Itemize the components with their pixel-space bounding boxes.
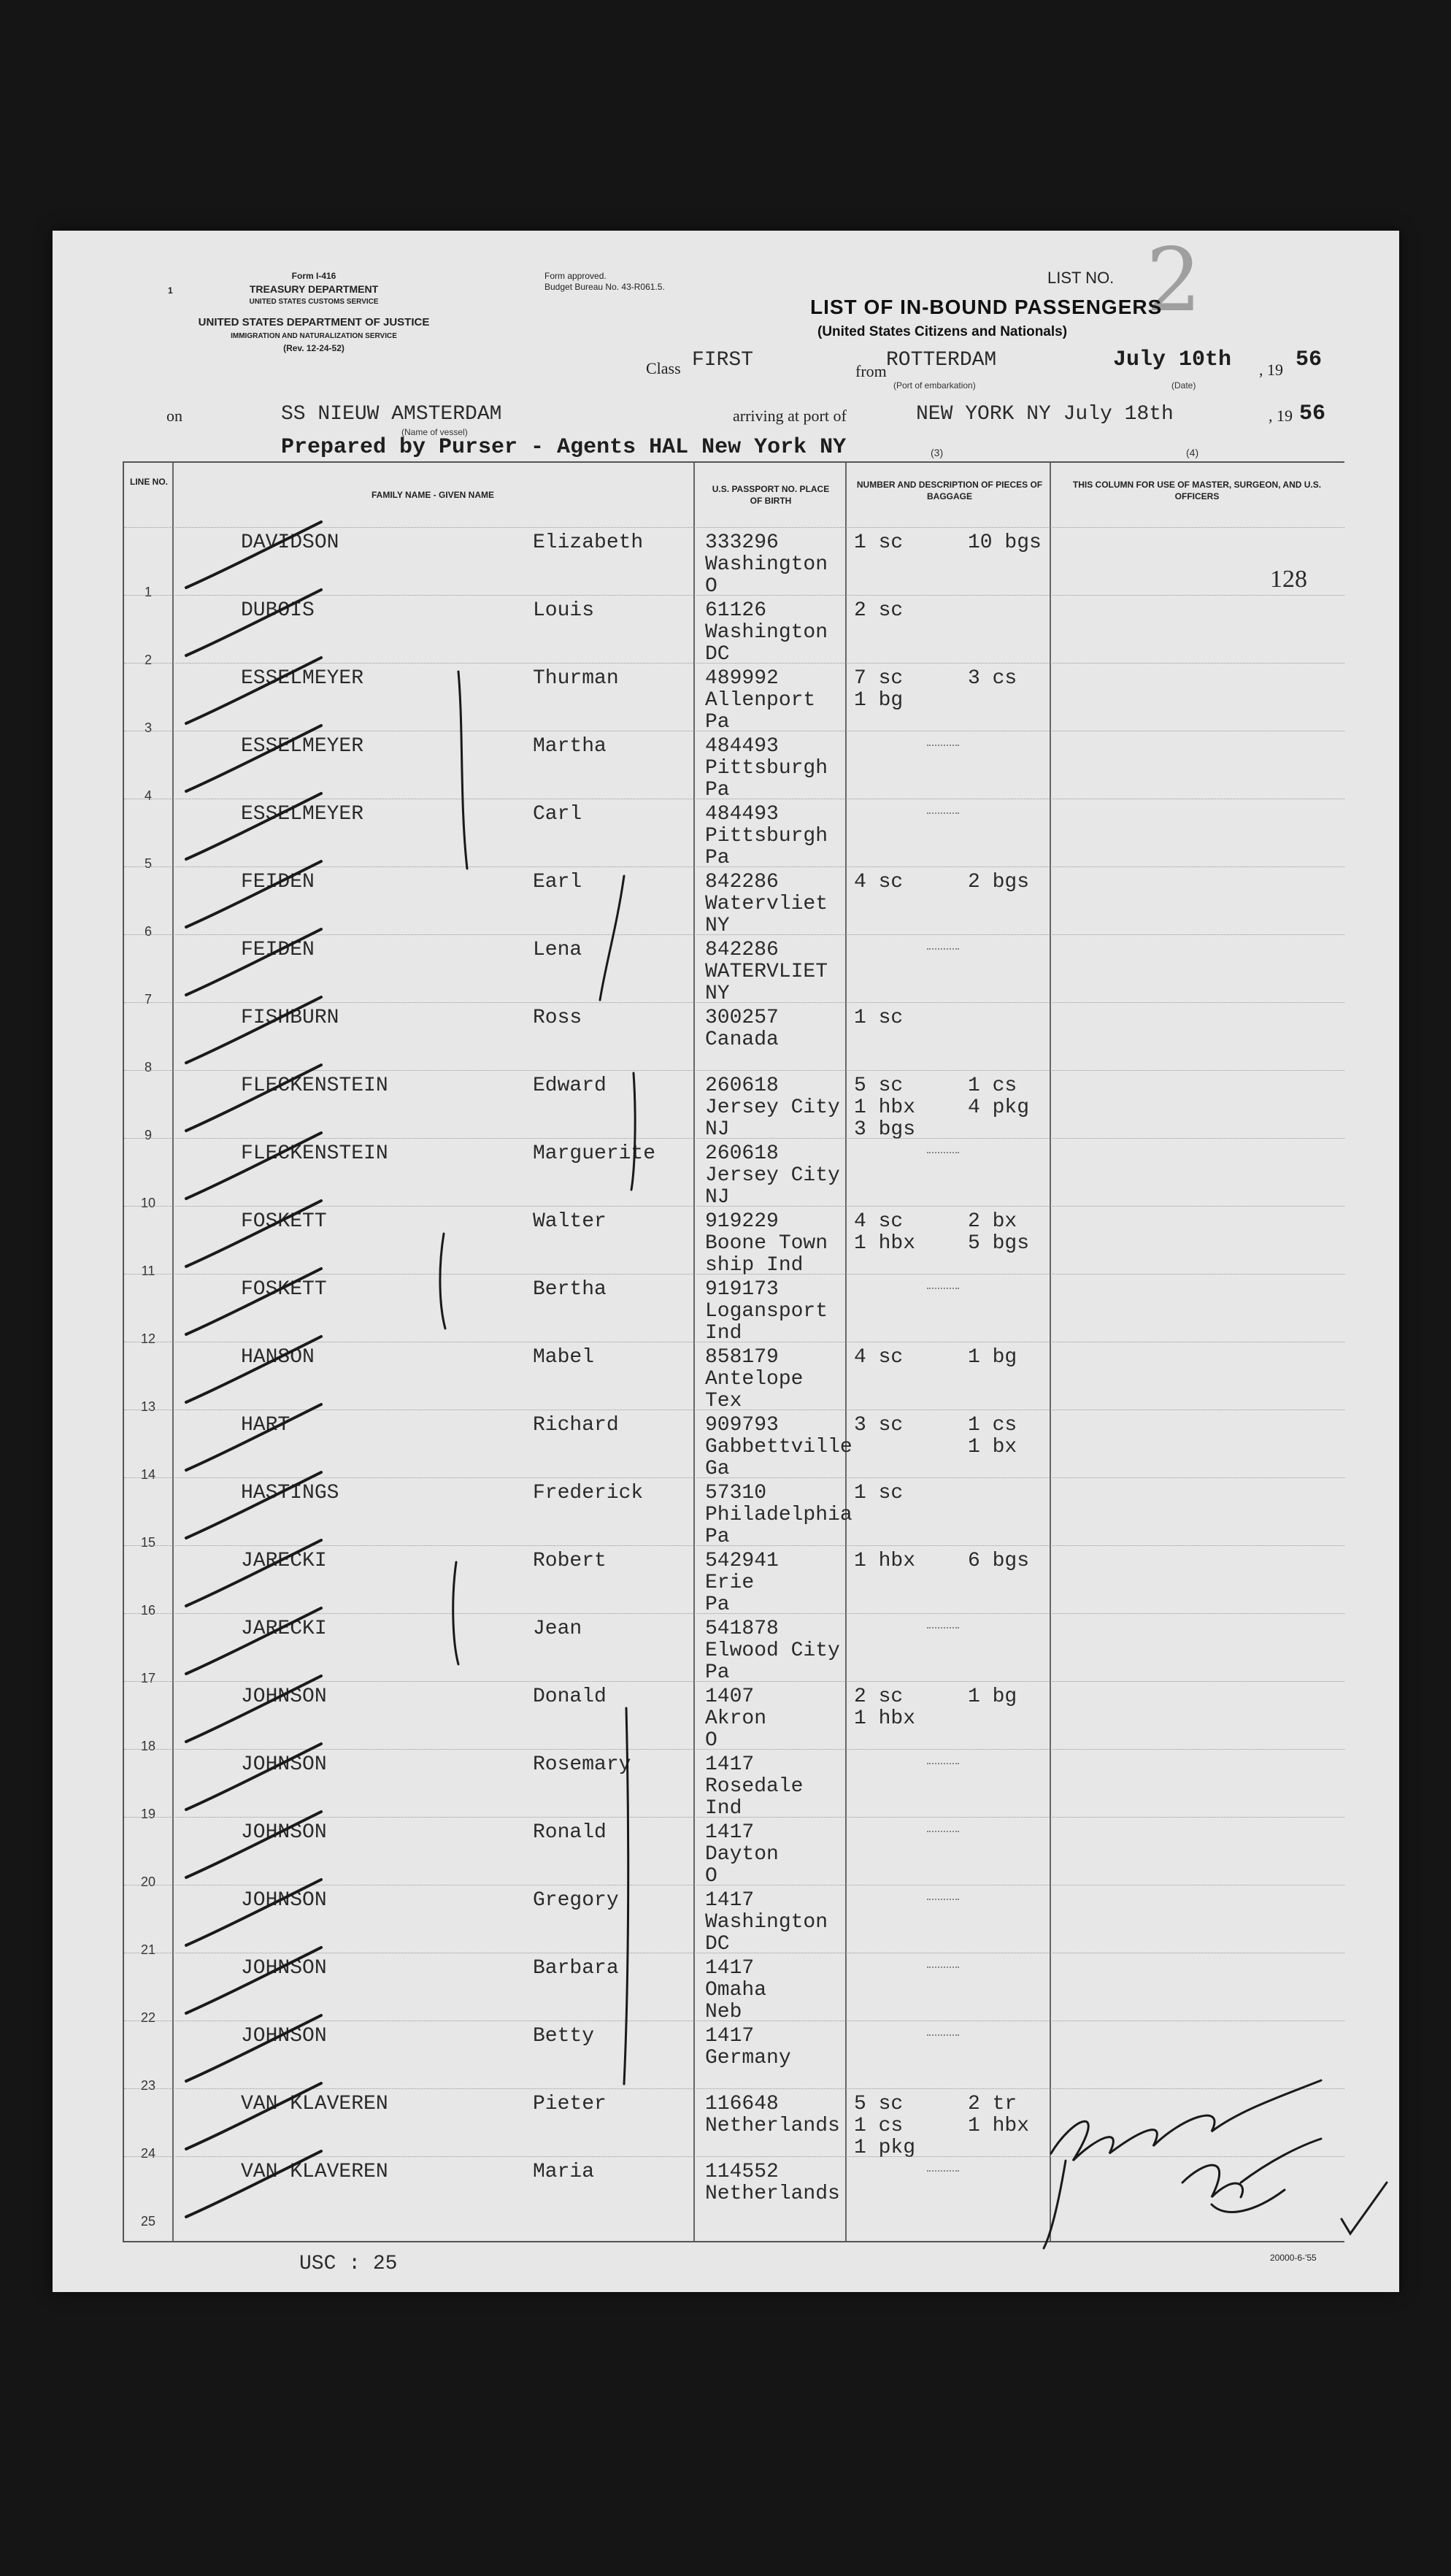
baggage-pieces: 1 hbx: [854, 1096, 916, 1119]
family-name: HART: [241, 1414, 290, 1437]
given-name: Donald: [533, 1685, 607, 1708]
passenger-row: [124, 1613, 1344, 1685]
place-of-birth: Erie: [705, 1572, 755, 1594]
given-name: Elizabeth: [533, 531, 644, 554]
place-of-birth-state: NY: [705, 983, 730, 1005]
header-officers: THIS COLUMN FOR USE OF MASTER, SURGEON, AND U.S. OFFICERS: [1072, 480, 1322, 501]
baggage-pieces: 1 sc: [854, 1482, 904, 1504]
passenger-row: [124, 1681, 1344, 1753]
passport-number: 858179: [705, 1346, 779, 1369]
year-prefix-2: , 19: [1269, 407, 1293, 425]
form-title: LIST OF IN-BOUND PASSENGERS: [810, 296, 1163, 318]
place-of-birth-state: Pa: [705, 1593, 730, 1616]
budget-bureau: Budget Bureau No. 43-R061.5.: [544, 282, 665, 292]
baggage-stamp-mark: [927, 1831, 959, 1835]
line-number: 17: [140, 1671, 156, 1685]
given-name: Marguerite: [533, 1142, 656, 1165]
revision-date: (Rev. 12-24-52): [283, 343, 345, 353]
footer-print-code: 20000-6-'55: [1270, 2253, 1317, 2263]
baggage-pieces: 1 bg: [968, 1346, 1017, 1369]
place-of-birth-state: DC: [705, 1933, 730, 1956]
line-number: 5: [144, 856, 152, 871]
line-number: 13: [140, 1399, 156, 1414]
baggage-pieces: 5 sc: [854, 1074, 904, 1097]
treasury-department: TREASURY DEPARTMENT: [249, 283, 379, 295]
baggage-pieces: 5 sc: [854, 2093, 904, 2115]
line-number: 18: [140, 1739, 156, 1753]
place-of-birth-state: O: [705, 575, 717, 598]
baggage-pieces: 10 bgs: [968, 531, 1042, 554]
passenger-row: [124, 1953, 1344, 2025]
baggage-pieces: 1 sc: [854, 1007, 904, 1029]
place-of-birth: Germany: [705, 2047, 791, 2069]
place-of-birth-state: O: [705, 1865, 717, 1888]
customs-service: UNITED STATES CUSTOMS SERVICE: [249, 298, 379, 306]
line-number: 3: [144, 720, 152, 735]
list-no-label: LIST NO.: [1047, 269, 1115, 287]
baggage-stamp-mark: [927, 1899, 959, 1903]
baggage-pieces: 2 sc: [854, 1685, 904, 1708]
baggage-stamp-mark: [927, 2170, 959, 2175]
place-of-birth: Rosedale: [705, 1775, 804, 1798]
baggage-pieces: 2 sc: [854, 599, 904, 622]
baggage-stamp-mark: [927, 1288, 959, 1292]
place-of-birth: Akron: [705, 1707, 767, 1730]
family-name: JOHNSON: [241, 1821, 327, 1844]
line-number: 16: [140, 1603, 156, 1618]
place-of-birth: Pittsburgh: [705, 757, 828, 780]
place-of-birth-state: Pa: [705, 1661, 730, 1684]
baggage-pieces: 1 hbx: [854, 1232, 916, 1255]
passenger-row: [124, 1342, 1344, 1414]
place-of-birth: Allenport: [705, 689, 816, 712]
place-of-birth-state: Ga: [705, 1458, 730, 1480]
passport-number: 1417: [705, 1821, 755, 1844]
given-name: Jean: [533, 1618, 582, 1640]
given-name: Ronald: [533, 1821, 607, 1844]
baggage-pieces: 3 cs: [968, 667, 1017, 690]
given-name: Robert: [533, 1550, 607, 1572]
place-of-birth: Netherlands: [705, 2183, 840, 2205]
place-of-birth: Jersey City: [705, 1096, 840, 1119]
vessel-name: SS NIEUW AMSTERDAM: [281, 403, 502, 426]
header-line-no: LINE NO.: [129, 477, 168, 487]
baggage-pieces: 2 tr: [968, 2093, 1017, 2115]
family-name: ESSELMEYER: [241, 803, 364, 826]
passport-number: 116648: [705, 2093, 779, 2115]
line-number: 9: [144, 1128, 152, 1142]
footer-usc: USC : 25: [299, 2253, 398, 2275]
line-number: 11: [141, 1264, 155, 1278]
class-label: Class: [646, 359, 681, 377]
place-of-birth: Pittsburgh: [705, 825, 828, 847]
passport-number: 1417: [705, 2025, 755, 2048]
given-name: Mabel: [533, 1346, 595, 1369]
passenger-row: [124, 2021, 1344, 2093]
place-of-birth-state: Pa: [705, 711, 730, 734]
family-name: ESSELMEYER: [241, 667, 364, 690]
arrival-port-date: NEW YORK NY July 18th: [916, 403, 1174, 426]
list-no-value: 2: [1146, 230, 1202, 331]
given-name: Pieter: [533, 2093, 607, 2115]
family-name: FLECKENSTEIN: [241, 1074, 388, 1097]
line-number: 25: [140, 2214, 156, 2229]
given-name: Rosemary: [533, 1753, 631, 1776]
place-of-birth-state: Ind: [705, 1322, 742, 1345]
baggage-pieces: 3 sc: [854, 1414, 904, 1437]
passenger-row: [124, 1749, 1344, 1821]
baggage-pieces: 7 sc: [854, 667, 904, 690]
line-number: 2: [144, 653, 152, 667]
baggage-stamp-mark: [927, 2034, 959, 2039]
class-value: FIRST: [692, 349, 754, 372]
given-name: Louis: [533, 599, 595, 622]
passenger-row: [124, 1070, 1344, 1142]
baggage-pieces: 3 bgs: [854, 1118, 916, 1141]
baggage-pieces: 1 bg: [968, 1685, 1017, 1708]
baggage-stamp-mark: [927, 1627, 959, 1631]
baggage-pieces: 6 bgs: [968, 1550, 1030, 1572]
passport-number: 1407: [705, 1685, 755, 1708]
baggage-pieces: 1 cs: [968, 1074, 1017, 1097]
passport-number: 919229: [705, 1210, 779, 1233]
family-name: DAVIDSON: [241, 531, 339, 554]
passenger-row: [124, 1138, 1344, 1210]
line-number: 14: [140, 1467, 156, 1482]
family-name: FEIDEN: [241, 939, 315, 961]
place-of-birth: Logansport: [705, 1300, 828, 1323]
baggage-pieces: 5 bgs: [968, 1232, 1030, 1255]
immigration-service: IMMIGRATION AND NATURALIZATION SERVICE: [231, 332, 397, 340]
passport-number: 57310: [705, 1482, 767, 1504]
date-caption: (Date): [1171, 380, 1196, 391]
place-of-birth-state: Pa: [705, 1526, 730, 1548]
arriving-label: arriving at port of: [733, 407, 847, 425]
passport-number: 842286: [705, 871, 779, 893]
family-name: JOHNSON: [241, 1753, 327, 1776]
baggage-pieces: 1 hbx: [854, 1550, 916, 1572]
passenger-row: [124, 1274, 1344, 1346]
place-of-birth: Omaha: [705, 1979, 767, 2002]
from-label: from: [855, 362, 887, 380]
given-name: Lena: [533, 939, 582, 961]
baggage-pieces: 1 pkg: [854, 2137, 916, 2159]
line-number: 6: [144, 924, 152, 939]
baggage-pieces: 1 bx: [968, 1436, 1017, 1458]
justice-department: UNITED STATES DEPARTMENT OF JUSTICE: [198, 316, 430, 328]
family-name: JARECKI: [241, 1618, 327, 1640]
line-number: 19: [140, 1807, 156, 1821]
passport-number: 1417: [705, 1957, 755, 1980]
passenger-row: [124, 2156, 1344, 2229]
passenger-row: [124, 1885, 1344, 1957]
line-number: 21: [140, 1942, 156, 1957]
baggage-pieces: 4 pkg: [968, 1096, 1030, 1119]
given-name: Maria: [533, 2161, 595, 2183]
passport-number: 333296: [705, 531, 779, 554]
header-passport: U.S. PASSPORT NO. PLACE OF BIRTH: [712, 484, 830, 506]
family-name: JOHNSON: [241, 1685, 327, 1708]
family-name: FOSKETT: [241, 1278, 327, 1301]
departure-date: July 10th: [1113, 347, 1232, 372]
header-name: FAMILY NAME - GIVEN NAME: [371, 490, 495, 500]
line-number: 23: [140, 2078, 156, 2093]
place-of-birth-state: O: [705, 1729, 717, 1752]
given-name: Earl: [533, 871, 582, 893]
passport-number: 61126: [705, 599, 767, 622]
passport-number: 260618: [705, 1074, 779, 1097]
family-name: JOHNSON: [241, 1889, 327, 1912]
form-number: Form I-416: [291, 271, 336, 281]
family-name: JARECKI: [241, 1550, 327, 1572]
baggage-stamp-mark: [927, 745, 959, 749]
form-approved: Form approved.: [544, 271, 607, 281]
line-number: 1: [144, 585, 152, 599]
passenger-row: [124, 1545, 1344, 1618]
place-of-birth: Jersey City: [705, 1164, 840, 1187]
baggage-stamp-mark: [927, 1763, 959, 1767]
vessel-caption: (Name of vessel): [401, 427, 468, 437]
place-of-birth: Washington: [705, 621, 828, 644]
line-number: 7: [144, 992, 152, 1007]
passenger-row: [124, 1206, 1344, 1278]
place-of-birth: Dayton: [705, 1843, 779, 1866]
place-of-birth: Elwood City: [705, 1639, 840, 1662]
baggage-pieces: 1 cs: [854, 2115, 904, 2137]
baggage-pieces: 1 sc: [854, 531, 904, 554]
passenger-row: [124, 1477, 1344, 1550]
baggage-pieces: 1 cs: [968, 1414, 1017, 1437]
given-name: Walter: [533, 1210, 607, 1233]
baggage-pieces: 4 sc: [854, 871, 904, 893]
passenger-row: [124, 595, 1344, 667]
baggage-pieces: 1 hbx: [968, 2115, 1030, 2137]
line-number: 10: [140, 1196, 156, 1210]
passport-number: 260618: [705, 1142, 779, 1165]
place-of-birth-state: ship Ind: [705, 1254, 804, 1277]
form-subtitle: (United States Citizens and Nationals): [817, 324, 1068, 339]
place-of-birth: Washington: [705, 1911, 828, 1934]
passenger-row: [124, 799, 1344, 871]
passport-number: 489992: [705, 667, 779, 690]
baggage-stamp-mark: [927, 1152, 959, 1156]
place-of-birth: Netherlands: [705, 2115, 840, 2137]
year-prefix-1: , 19: [1259, 361, 1283, 379]
passenger-row: [124, 1410, 1344, 1482]
passport-number: 484493: [705, 803, 779, 826]
line-number: 15: [140, 1535, 156, 1550]
place-of-birth-state: Pa: [705, 779, 730, 801]
passport-number: 919173: [705, 1278, 779, 1301]
place-of-birth-state: Pa: [705, 847, 730, 869]
family-name: FLECKENSTEIN: [241, 1142, 388, 1165]
family-name: HANSON: [241, 1346, 315, 1369]
family-name: ESSELMEYER: [241, 735, 364, 758]
family-name: JOHNSON: [241, 2025, 327, 2048]
passenger-row: [124, 663, 1344, 735]
place-of-birth: WATERVLIET: [705, 961, 828, 983]
baggage-pieces: 4 sc: [854, 1210, 904, 1233]
family-name: HASTINGS: [241, 1482, 339, 1504]
line-number: 22: [140, 2010, 156, 2025]
given-name: Frederick: [533, 1482, 644, 1504]
passport-number: 114552: [705, 2161, 779, 2183]
family-name: FEIDEN: [241, 871, 315, 893]
baggage-stamp-mark: [927, 1966, 959, 1971]
line-number: 24: [140, 2146, 156, 2161]
place-of-birth-state: NJ: [705, 1118, 730, 1141]
given-name: Martha: [533, 735, 607, 758]
given-name: Bertha: [533, 1278, 607, 1301]
page-mark: 1: [168, 285, 173, 296]
line-number: 8: [144, 1060, 152, 1074]
family-name: FISHBURN: [241, 1007, 339, 1029]
passport-number: 300257: [705, 1007, 779, 1029]
passport-number: 484493: [705, 735, 779, 758]
given-name: Carl: [533, 803, 582, 826]
passport-number: 1417: [705, 1753, 755, 1776]
given-name: Ross: [533, 1007, 582, 1029]
baggage-stamp-mark: [927, 812, 959, 817]
line-number: 12: [140, 1331, 156, 1346]
place-of-birth-state: DC: [705, 643, 730, 666]
given-name: Barbara: [533, 1957, 619, 1980]
passenger-row: [124, 2088, 1344, 2161]
note-3: (3): [931, 447, 944, 458]
note-4: (4): [1186, 447, 1199, 458]
place-of-birth-state: NJ: [705, 1186, 730, 1209]
place-of-birth: Watervliet: [705, 893, 828, 915]
departure-year: 56: [1296, 347, 1323, 372]
passport-number: 542941: [705, 1550, 779, 1572]
prepared-by: Prepared by Purser - Agents HAL New York NY: [281, 435, 847, 460]
family-name: FOSKETT: [241, 1210, 327, 1233]
baggage-pieces: 1 bg: [854, 689, 904, 712]
passport-number: 1417: [705, 1889, 755, 1912]
on-label: on: [166, 407, 182, 425]
passenger-row: [124, 934, 1344, 1007]
passenger-row: [124, 527, 1344, 599]
line-number: 4: [144, 788, 152, 803]
family-name: JOHNSON: [241, 1957, 327, 1980]
family-name: VAN KLAVEREN: [241, 2093, 388, 2115]
passport-number: 909793: [705, 1414, 779, 1437]
passport-number: 842286: [705, 939, 779, 961]
arrival-year: 56: [1299, 401, 1326, 426]
port-of-embarkation: ROTTERDAM: [886, 349, 997, 372]
place-of-birth: Boone Town: [705, 1232, 828, 1255]
port-embark-caption: (Port of embarkation): [893, 380, 976, 391]
passport-number: 541878: [705, 1618, 779, 1640]
baggage-pieces: 4 sc: [854, 1346, 904, 1369]
baggage-pieces: 1 hbx: [854, 1707, 916, 1730]
given-name: Thurman: [533, 667, 619, 690]
baggage-pieces: 2 bx: [968, 1210, 1017, 1233]
given-name: Betty: [533, 2025, 595, 2048]
line-number: 20: [140, 1875, 156, 1889]
baggage-stamp-mark: [927, 948, 959, 953]
baggage-pieces: 2 bgs: [968, 871, 1030, 893]
header-baggage: NUMBER AND DESCRIPTION OF PIECES OF BAGGAGE: [856, 480, 1043, 501]
margin-count: 128: [1270, 566, 1307, 593]
place-of-birth: Gabbettville: [705, 1436, 852, 1458]
place-of-birth: Washington: [705, 553, 828, 576]
family-name: VAN KLAVEREN: [241, 2161, 388, 2183]
place-of-birth-state: Neb: [705, 2001, 742, 2023]
place-of-birth: Canada: [705, 1029, 779, 1051]
given-name: Richard: [533, 1414, 619, 1437]
place-of-birth: Philadelphia: [705, 1504, 852, 1526]
passenger-row: [124, 866, 1344, 939]
place-of-birth-state: Ind: [705, 1797, 742, 1820]
given-name: Gregory: [533, 1889, 619, 1912]
passenger-table: [123, 461, 1344, 2242]
place-of-birth: Antelope: [705, 1368, 804, 1391]
passenger-row: [124, 731, 1344, 803]
passenger-row: [124, 1002, 1344, 1074]
place-of-birth-state: Tex: [705, 1390, 742, 1412]
passenger-row: [124, 1817, 1344, 1889]
place-of-birth-state: NY: [705, 915, 730, 937]
given-name: Edward: [533, 1074, 607, 1097]
family-name: DUBOIS: [241, 599, 315, 622]
